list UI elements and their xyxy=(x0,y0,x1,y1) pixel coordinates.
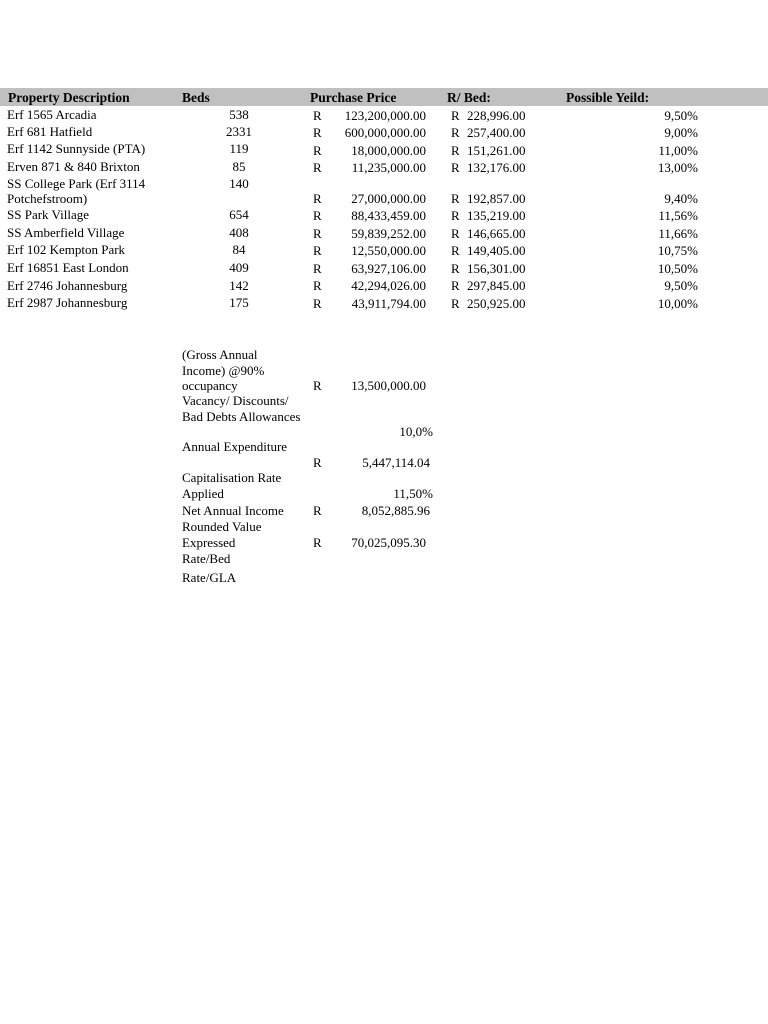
yield-value: 10,00% xyxy=(657,296,698,311)
yield-value: 13,00% xyxy=(657,160,698,175)
beds-value: 2331 xyxy=(226,124,252,139)
property-description: Erf 102 Kempton Park xyxy=(7,242,126,257)
rate-per-bed-value: 146,665.00 xyxy=(467,226,526,241)
rounded-value-value: 70,025,095.30 xyxy=(351,535,426,550)
net-income-currency: R xyxy=(313,503,322,518)
price-currency: R xyxy=(313,191,322,206)
price-currency: R xyxy=(313,226,322,241)
property-description: SS Amberfield Village xyxy=(7,225,125,240)
rate-per-bed-value: 132,176.00 xyxy=(467,160,526,175)
beds-value: 119 xyxy=(229,141,249,156)
price-currency: R xyxy=(313,296,322,311)
purchase-price-value: 18,000,000.00 xyxy=(351,143,426,158)
property-description: Erf 2987 Johannesburg xyxy=(7,295,128,310)
expenditure-label: Annual Expenditure xyxy=(182,439,288,454)
per-bed-currency: R xyxy=(451,160,460,175)
price-currency: R xyxy=(313,108,322,123)
rate-per-bed-value: 156,301.00 xyxy=(467,261,526,276)
property-description: Erf 16851 East London xyxy=(7,260,129,275)
cap-rate-label: Capitalisation Rate Applied xyxy=(182,470,282,501)
beds-value: 175 xyxy=(229,295,249,310)
rate-gla-label: Rate/GLA xyxy=(182,570,237,585)
header-beds: Beds xyxy=(182,90,210,105)
price-currency: R xyxy=(313,261,322,276)
expenditure-currency: R xyxy=(313,455,322,470)
beds-value: 409 xyxy=(229,260,249,275)
purchase-price-value: 63,927,106.00 xyxy=(351,261,426,276)
yield-value: 9,50% xyxy=(664,278,698,293)
purchase-price-value: 59,839,252.00 xyxy=(351,226,426,241)
header-possible-yield: Possible Yeild: xyxy=(566,90,650,105)
purchase-price-value: 600,000,000.00 xyxy=(344,125,426,140)
yield-value: 10,75% xyxy=(657,243,698,258)
rate-per-bed-value: 135,219.00 xyxy=(467,208,526,223)
per-bed-currency: R xyxy=(451,243,460,258)
price-currency: R xyxy=(313,125,322,140)
yield-value: 11,66% xyxy=(658,226,698,241)
header-purchase-price: Purchase Price xyxy=(310,90,397,105)
purchase-price-value: 43,911,794.00 xyxy=(351,296,426,311)
rate-per-bed-value: 250,925.00 xyxy=(467,296,526,311)
rounded-value-currency: R xyxy=(313,535,322,550)
property-description: Erf 1565 Arcadia xyxy=(7,107,97,122)
rate-bed-label: Rate/Bed xyxy=(182,551,231,566)
purchase-price-value: 12,550,000.00 xyxy=(351,243,426,258)
property-description: SS College Park (Erf 3114 Potchefstroom) xyxy=(7,176,146,206)
price-currency: R xyxy=(313,278,322,293)
purchase-price-value: 123,200,000.00 xyxy=(344,108,426,123)
price-currency: R xyxy=(313,243,322,258)
per-bed-currency: R xyxy=(451,296,460,311)
price-currency: R xyxy=(313,143,322,158)
vacancy-label: Vacancy/ Discounts/ Bad Debts Allowances xyxy=(182,393,301,424)
beds-value: 140 xyxy=(229,176,249,191)
gross-income-currency: R xyxy=(313,378,322,393)
yield-value: 11,56% xyxy=(658,208,698,223)
rate-per-bed-value: 297,845.00 xyxy=(467,278,526,293)
beds-value: 142 xyxy=(229,278,249,293)
rounded-value-label: Rounded Value Expressed xyxy=(182,519,262,550)
property-description: Erf 681 Hatfield xyxy=(7,124,93,139)
yield-value: 9,50% xyxy=(664,108,698,123)
yield-value: 10,50% xyxy=(657,261,698,276)
header-rate-per-bed: R/ Bed: xyxy=(447,90,491,105)
per-bed-currency: R xyxy=(451,208,460,223)
purchase-price-value: 88,433,459.00 xyxy=(351,208,426,223)
cap-rate-value: 11,50% xyxy=(393,486,433,501)
vacancy-value: 10,0% xyxy=(399,424,433,439)
beds-value: 408 xyxy=(229,225,249,240)
per-bed-currency: R xyxy=(451,108,460,123)
per-bed-currency: R xyxy=(451,261,460,276)
yield-value: 9,40% xyxy=(664,191,698,206)
property-description: Erf 1142 Sunnyside (PTA) xyxy=(7,141,146,156)
purchase-price-value: 11,235,000.00 xyxy=(351,160,426,175)
per-bed-currency: R xyxy=(451,278,460,293)
rate-per-bed-value: 151,261.00 xyxy=(467,143,526,158)
rate-per-bed-value: 192,857.00 xyxy=(467,191,526,206)
beds-value: 85 xyxy=(232,159,246,174)
rate-per-bed-value: 228,996.00 xyxy=(467,108,526,123)
gross-income-label: (Gross Annual Income) @90% occupancy xyxy=(182,347,265,393)
price-currency: R xyxy=(313,160,322,175)
price-currency: R xyxy=(313,208,322,223)
per-bed-currency: R xyxy=(451,191,460,206)
expenditure-value: 5,447,114.04 xyxy=(362,455,430,470)
property-description: Erf 2746 Johannesburg xyxy=(7,278,128,293)
beds-value: 654 xyxy=(229,207,249,222)
per-bed-currency: R xyxy=(451,125,460,140)
gross-income-value: 13,500,000.00 xyxy=(351,378,426,393)
header-property-description: Property Description xyxy=(8,90,130,105)
purchase-price-value: 27,000,000.00 xyxy=(351,191,426,206)
property-description: Erven 871 & 840 Brixton xyxy=(7,159,140,174)
beds-value: 84 xyxy=(232,242,246,257)
per-bed-currency: R xyxy=(451,226,460,241)
yield-value: 9,00% xyxy=(664,125,698,140)
property-description: SS Park Village xyxy=(7,207,90,222)
net-income-value: 8,052,885.96 xyxy=(361,503,430,518)
purchase-price-value: 42,294,026.00 xyxy=(351,278,426,293)
rate-per-bed-value: 149,405.00 xyxy=(467,243,526,258)
yield-value: 11,00% xyxy=(658,143,698,158)
per-bed-currency: R xyxy=(451,143,460,158)
beds-value: 538 xyxy=(229,107,249,122)
rate-per-bed-value: 257,400.00 xyxy=(467,125,526,140)
net-income-label: Net Annual Income xyxy=(182,503,284,518)
